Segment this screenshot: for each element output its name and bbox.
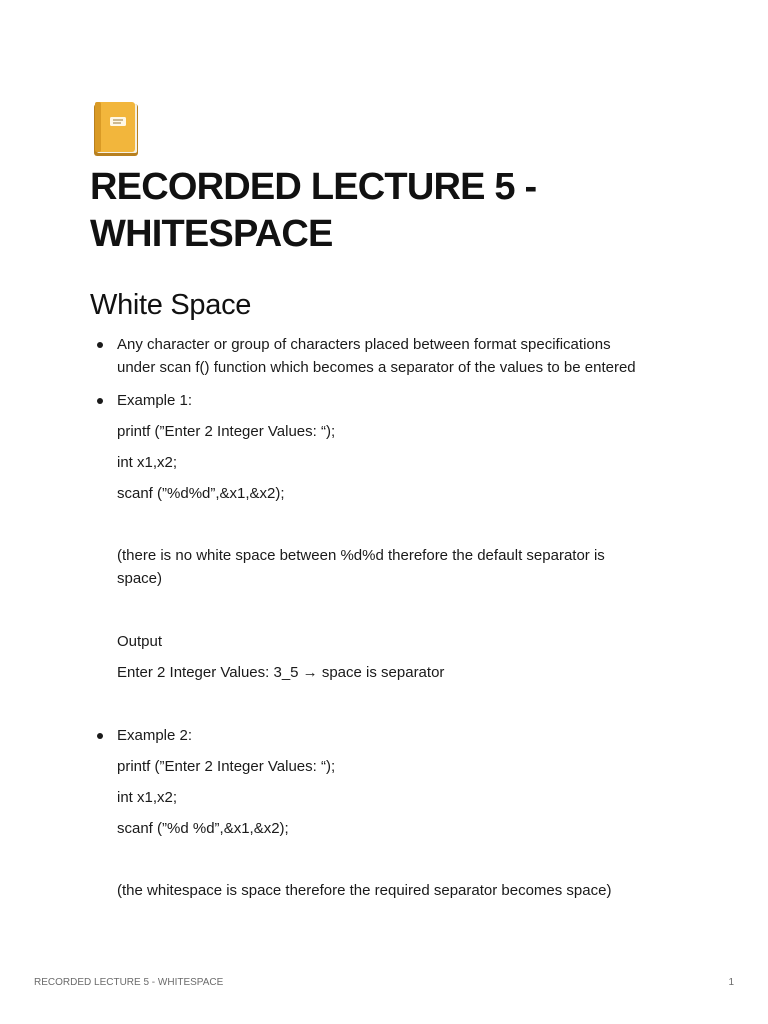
example-2-code-line: scanf (”%d %d”,&x1,&x2); bbox=[117, 820, 289, 837]
bullet-dot bbox=[97, 398, 103, 404]
example-2-code-line: printf (”Enter 2 Integer Values: “); bbox=[117, 758, 336, 775]
section-heading: White Space bbox=[90, 289, 252, 321]
definition-text-line-1: Any character or group of characters placed between format specifications bbox=[117, 336, 611, 353]
page-title bbox=[90, 164, 690, 258]
example-1-label: Example 1: bbox=[117, 392, 193, 409]
footer-page-number: 1 bbox=[728, 977, 734, 988]
example-1-code-line: printf (”Enter 2 Integer Values: “); bbox=[117, 423, 336, 440]
example-2-code-line: int x1,x2; bbox=[117, 789, 178, 806]
bullet-dot bbox=[97, 733, 103, 739]
example-1-code-line: scanf (”%d%d”,&x1,&x2); bbox=[117, 485, 285, 502]
example-1-note-line-1: (there is no white space between %d%d therefore the default separator is bbox=[117, 547, 605, 564]
example-1-code-line: int x1,x2; bbox=[117, 454, 178, 471]
example-1-output-label: Output bbox=[117, 633, 163, 650]
example-1-output-text: Enter 2 Integer Values: 3_5 → space is separator bbox=[117, 664, 445, 681]
example-2-label: Example 2: bbox=[117, 727, 193, 744]
example-1-note-line-2: space) bbox=[117, 570, 163, 587]
definition-text-line-2: under scan f() function which becomes a separator of the values to be entered bbox=[117, 359, 636, 376]
page-title-line-1: RECORDED LECTURE 5 - bbox=[90, 166, 537, 208]
example-2-note: (the whitespace is space therefore the required separator becomes space) bbox=[117, 882, 612, 899]
bullet-dot bbox=[97, 342, 103, 348]
notebook-icon bbox=[92, 100, 142, 158]
page-title-line-2: WHITESPACE bbox=[90, 213, 333, 255]
footer-title: RECORDED LECTURE 5 - WHITESPACE bbox=[34, 977, 224, 988]
